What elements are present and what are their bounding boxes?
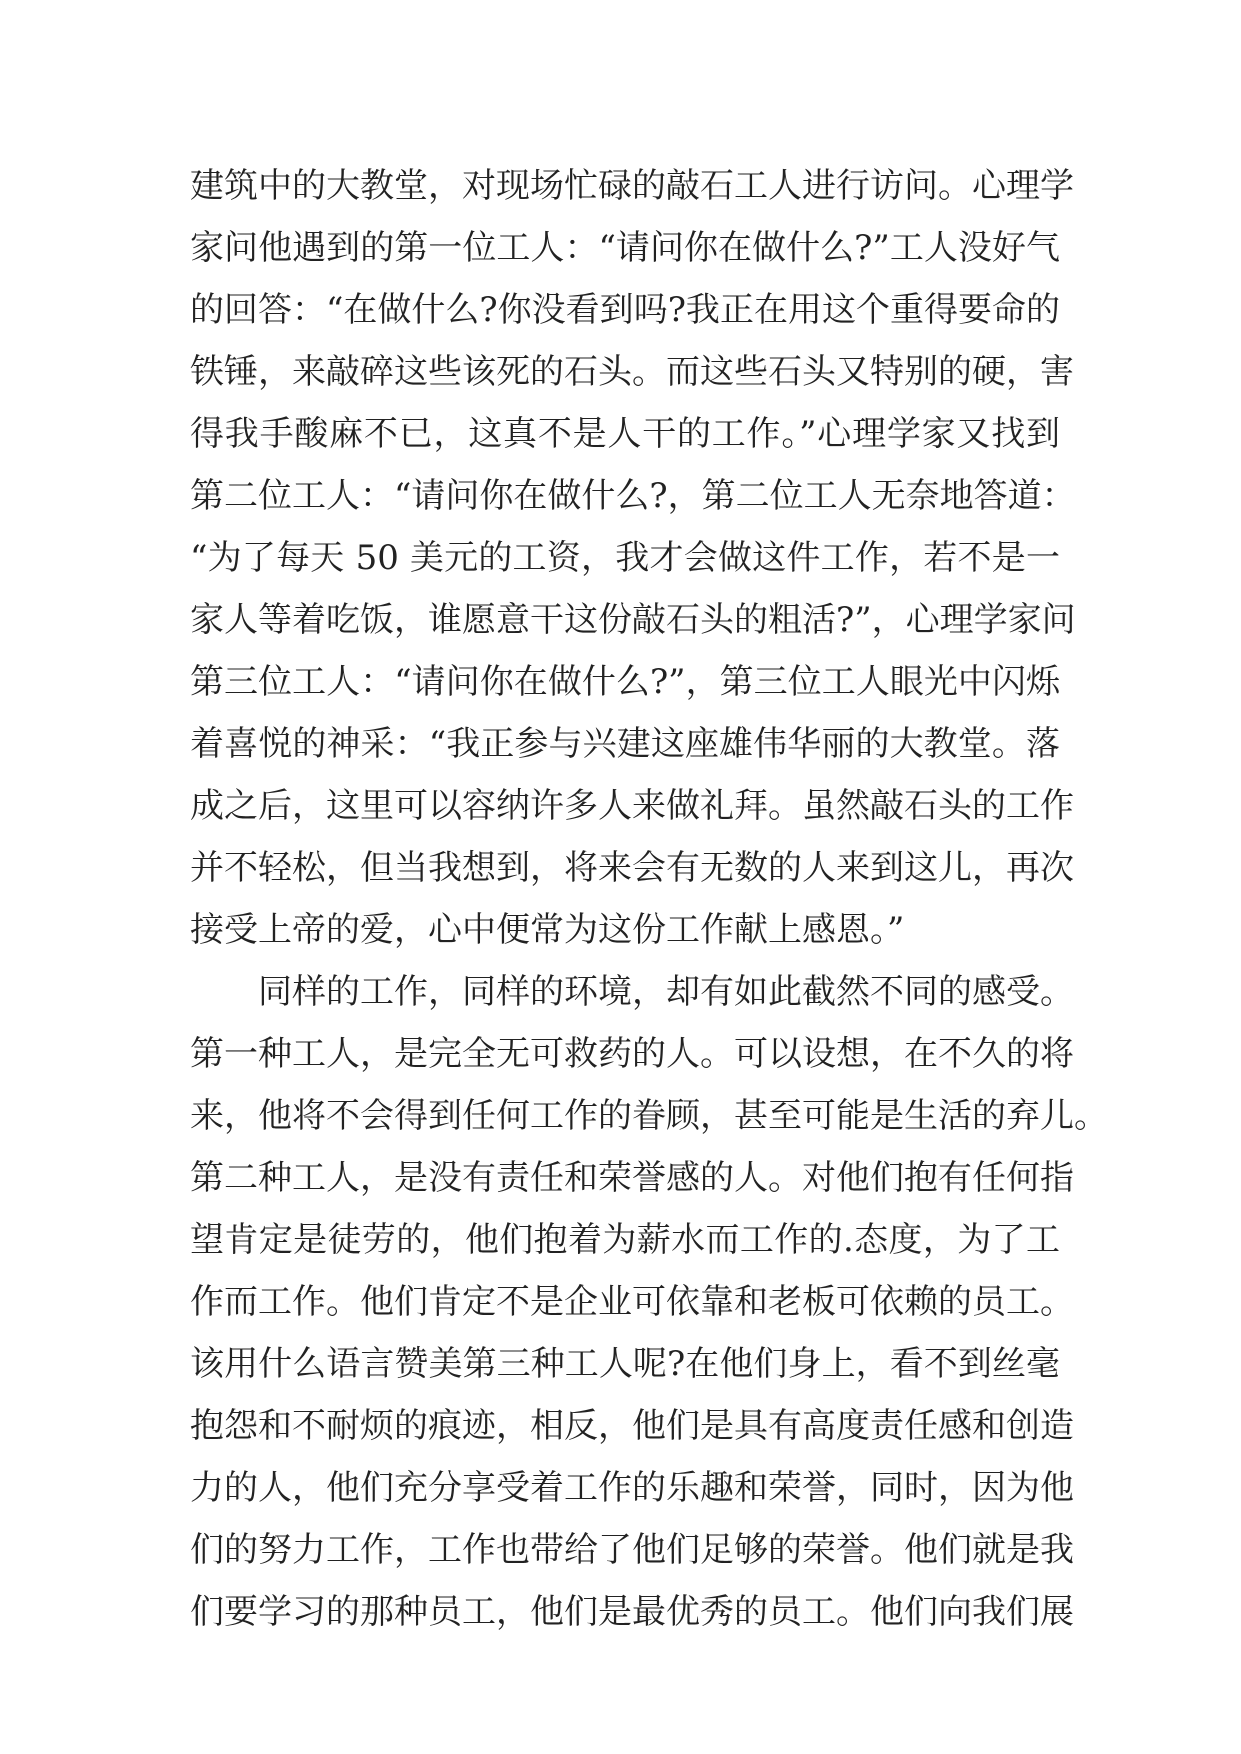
text-line: 并不轻松，但当我想到，将来会有无数的人来到这儿，再次 — [190, 848, 1074, 888]
text-line: 第三位工人：“请问你在做什么?”，第三位工人眼光中闪烁 — [190, 662, 1060, 702]
text-line: 铁锤，来敲碎这些该死的石头。而这些石头又特别的硬，害 — [190, 352, 1074, 392]
text-line: 力的人，他们充分享受着工作的乐趣和荣誉，同时，因为他 — [190, 1468, 1074, 1508]
text-line: 来，他将不会得到任何工作的眷顾，甚至可能是生活的弃儿。 — [190, 1096, 1108, 1136]
text-line: 家问他遇到的第一位工人：“请问你在做什么?”工人没好气 — [190, 228, 1060, 268]
text-line: “为了每天 50 美元的工资，我才会做这件工作，若不是一 — [190, 538, 1060, 578]
body-text — [190, 155, 1108, 1643]
text-line: 成之后，这里可以容纳许多人来做礼拜。虽然敲石头的工作 — [190, 786, 1074, 826]
text-line: 该用什么语言赞美第三种工人呢?在他们身上，看不到丝毫 — [190, 1344, 1060, 1384]
text-line: 家人等着吃饭，谁愿意干这份敲石头的粗活?”，心理学家问 — [190, 600, 1076, 640]
text-line: 建筑中的大教堂，对现场忙碌的敲石工人进行访问。心理学 — [190, 166, 1074, 206]
text-line: 第二位工人：“请问你在做什么?，第二位工人无奈地答道： — [190, 476, 1076, 516]
text-line: 着喜悦的神采：“我正参与兴建这座雄伟华丽的大教堂。落 — [190, 724, 1060, 764]
text-line: 的回答：“在做什么?你没看到吗?我正在用这个重得要命的 — [190, 290, 1060, 330]
text-line: 们的努力工作，工作也带给了他们足够的荣誉。他们就是我 — [190, 1530, 1074, 1570]
paragraph-end-line: 接受上帝的爱，心中便常为这份工作献上感恩。” — [190, 910, 905, 950]
paragraph-start-line: 同样的工作，同样的环境，却有如此截然不同的感受。 — [258, 972, 1074, 1012]
text-line: 抱怨和不耐烦的痕迹，相反，他们是具有高度责任感和创造 — [190, 1406, 1074, 1446]
text-line: 第一种工人，是完全无可救药的人。可以设想，在不久的将 — [190, 1034, 1074, 1074]
text-line: 望肯定是徒劳的，他们抱着为薪水而工作的.态度，为了工 — [190, 1220, 1060, 1260]
text-line: 作而工作。他们肯定不是企业可依靠和老板可依赖的员工。 — [190, 1282, 1074, 1322]
text-line: 们要学习的那种员工，他们是最优秀的员工。他们向我们展 — [190, 1592, 1074, 1632]
text-line: 得我手酸麻不已，这真不是人干的工作。”心理学家又找到 — [190, 414, 1060, 454]
text-line: 第二种工人，是没有责任和荣誉感的人。对他们抱有任何指 — [190, 1158, 1074, 1198]
